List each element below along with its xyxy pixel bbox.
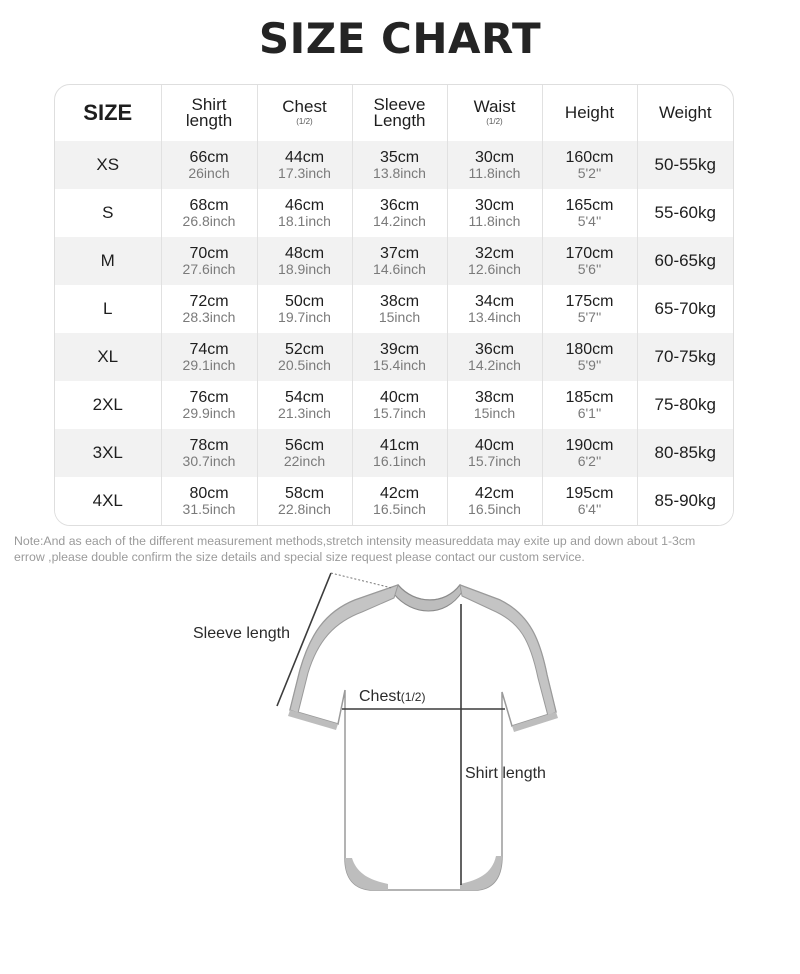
weight-value: 75-80kg: [654, 395, 716, 414]
height-value: 5'9'': [577, 357, 602, 373]
size-table: [54, 84, 734, 526]
chest-value: 18.1inch: [278, 213, 331, 229]
chest-value: 19.7inch: [278, 309, 331, 325]
sleeve-guide: [331, 573, 392, 588]
waist-value: 15.7inch: [468, 453, 521, 469]
chest-value: 20.5inch: [278, 357, 331, 373]
sleeve-length-value: 16.5inch: [373, 501, 426, 517]
waist-value: 30cm: [474, 197, 515, 214]
weight-value: 85-90kg: [654, 491, 716, 510]
shirt-length-value: 31.5inch: [182, 501, 236, 517]
height-value: 5'6'': [577, 261, 602, 277]
waist-value: 36cm: [474, 341, 515, 358]
waist-cell: [447, 333, 542, 381]
waist-value: 16.5inch: [468, 501, 521, 517]
table-row: [55, 285, 733, 333]
shirt-length-value: 70cm: [189, 245, 229, 262]
waist-cell: [447, 189, 542, 237]
table-row: [55, 141, 733, 189]
weight-cell: [637, 285, 733, 333]
size-cell: [55, 237, 161, 285]
chest-cell: [257, 381, 352, 429]
shirt-length-value: 74cm: [189, 341, 229, 358]
size-cell: [55, 141, 161, 189]
height-cell: [542, 381, 637, 429]
waist-value: 34cm: [474, 293, 515, 310]
table-row: [55, 333, 733, 381]
chest-cell: [257, 477, 352, 525]
shirt-length-cell: [161, 237, 257, 285]
size-value: 4XL: [92, 491, 123, 510]
shirt-length-value: 80cm: [189, 485, 229, 502]
waist-value: 12.6inch: [468, 261, 521, 277]
sleeve-length-value: 41cm: [379, 437, 420, 454]
height-value: 6'4'': [577, 501, 602, 517]
size-cell: [55, 381, 161, 429]
shirt-length-value: 26inch: [188, 165, 230, 181]
sleeve-length-value: 42cm: [379, 485, 420, 502]
note-line-1: Note:And as each of the different measurement methods,stretch intensity measureddata may exite up and down about 1-3cm: [14, 534, 696, 548]
chest-value: 44cm: [284, 149, 325, 166]
chest-cell: [257, 237, 352, 285]
sleeve-length-label: Sleeve length: [193, 625, 290, 642]
height-cell: [542, 237, 637, 285]
waist-cell: [447, 285, 542, 333]
waist-value: 38cm: [474, 389, 515, 406]
sleeve-length-value: 35cm: [379, 149, 420, 166]
chest-label-sub: (1/2): [400, 690, 426, 704]
shirt-length-value: 78cm: [189, 437, 229, 454]
size-value: M: [100, 251, 115, 270]
sleeve-length-value: 16.1inch: [373, 453, 426, 469]
weight-cell: [637, 141, 733, 189]
header-waist: Waist (1/2): [447, 85, 542, 141]
size-cell: [55, 189, 161, 237]
waist-cell: [447, 141, 542, 189]
shirt-length-value: 66cm: [189, 149, 229, 166]
weight-cell: [637, 477, 733, 525]
sleeve-length-value: 37cm: [379, 245, 420, 262]
header-chest: Chest (1/2): [257, 85, 352, 141]
waist-value: 30cm: [474, 149, 515, 166]
sleeve-length-value: 39cm: [379, 341, 420, 358]
shirt-length-label: Shirt length: [465, 765, 546, 782]
height-cell: [542, 333, 637, 381]
chest-cell: [257, 285, 352, 333]
shirt-length-value: 27.6inch: [182, 261, 236, 277]
header-size: SIZE: [55, 85, 161, 141]
chest-label: [359, 688, 425, 706]
shirt-length-value: 28.3inch: [182, 309, 236, 325]
shirt-length-cell: [161, 381, 257, 429]
header-sleeve-length: Sleeve Length: [352, 85, 447, 141]
sleeve-length-value: 14.2inch: [373, 213, 426, 229]
shirt-length-cell: [161, 429, 257, 477]
weight-value: 80-85kg: [654, 443, 716, 462]
chest-value: 22.8inch: [278, 501, 331, 517]
chest-cell: [257, 141, 352, 189]
waist-value: 40cm: [474, 437, 515, 454]
weight-cell: [637, 237, 733, 285]
chest-label-text: Chest: [359, 688, 401, 705]
shirt-length-value: 29.1inch: [182, 357, 236, 373]
height-value: 5'2'': [577, 165, 602, 181]
height-value: 5'7'': [577, 309, 602, 325]
table-row: [55, 237, 733, 285]
chest-value: 46cm: [284, 197, 325, 214]
shirt-length-value: 68cm: [189, 197, 229, 214]
size-value: L: [103, 299, 113, 318]
size-value: S: [102, 203, 114, 222]
table-row: [55, 381, 733, 429]
sleeve-length-value: 14.6inch: [373, 261, 426, 277]
waist-cell: [447, 429, 542, 477]
table-row: [55, 477, 733, 525]
height-cell: [542, 429, 637, 477]
height-cell: [542, 477, 637, 525]
waist-value: 11.8inch: [468, 213, 521, 229]
weight-value: 55-60kg: [654, 203, 716, 222]
waist-cell: [447, 237, 542, 285]
table-header-row: [55, 85, 733, 141]
waist-value: 32cm: [474, 245, 515, 262]
chest-cell: [257, 333, 352, 381]
shirt-length-cell: [161, 333, 257, 381]
height-value: 175cm: [565, 293, 614, 310]
table-row: [55, 429, 733, 477]
page-title: SIZE CHART: [258, 14, 542, 63]
weight-value: 65-70kg: [654, 299, 716, 318]
height-value: 6'1'': [577, 405, 602, 421]
sleeve-length-value: 15.7inch: [373, 405, 426, 421]
shirt-length-value: 72cm: [189, 293, 229, 310]
waist-value: 11.8inch: [468, 165, 521, 181]
shirt-length-cell: [161, 285, 257, 333]
height-value: 5'4'': [577, 213, 602, 229]
waist-value: 15inch: [473, 405, 516, 421]
size-value: 3XL: [92, 443, 123, 462]
height-value: 190cm: [565, 437, 614, 454]
waist-cell: [447, 477, 542, 525]
size-cell: [55, 477, 161, 525]
height-value: 185cm: [565, 389, 614, 406]
weight-cell: [637, 429, 733, 477]
shirt-length-cell: [161, 477, 257, 525]
header-weight: Weight: [658, 103, 712, 122]
size-cell: [55, 429, 161, 477]
weight-cell: [637, 189, 733, 237]
note-line-2: errow ,please double confirm the size details and special size request please contact our custom service.: [14, 550, 585, 564]
chest-value: 22inch: [283, 453, 326, 469]
sleeve-length-value: 13.8inch: [373, 165, 426, 181]
chest-value: 54cm: [284, 389, 325, 406]
shirt-length-value: 26.8inch: [182, 213, 236, 229]
sleeve-length-cell: [352, 381, 447, 429]
tshirt-diagram: [0, 560, 800, 974]
waist-cell: [447, 381, 542, 429]
chest-value: 58cm: [284, 485, 325, 502]
sleeve-length-cell: [352, 477, 447, 525]
shirt-length-value: 30.7inch: [182, 453, 236, 469]
chest-value: 17.3inch: [278, 165, 331, 181]
chest-value: 50cm: [284, 293, 325, 310]
weight-cell: [637, 333, 733, 381]
shirt-length-cell: [161, 189, 257, 237]
height-value: 195cm: [565, 485, 614, 502]
chest-value: 52cm: [284, 341, 325, 358]
size-value: 2XL: [92, 395, 123, 414]
header-shirt-length: Shirt length: [161, 85, 257, 141]
chest-cell: [257, 189, 352, 237]
height-value: 165cm: [565, 197, 614, 214]
header-height: Height: [542, 85, 637, 141]
sleeve-length-value: 38cm: [379, 293, 420, 310]
sleeve-length-cell: [352, 429, 447, 477]
waist-value: 13.4inch: [468, 309, 521, 325]
size-value: XS: [96, 155, 120, 174]
height-value: 160cm: [565, 149, 614, 166]
sleeve-length-cell: [352, 333, 447, 381]
waist-value: 14.2inch: [468, 357, 521, 373]
height-cell: [542, 189, 637, 237]
chest-value: 21.3inch: [278, 405, 331, 421]
table-row: [55, 189, 733, 237]
sleeve-length-value: 15inch: [378, 309, 421, 325]
sleeve-length-cell: [352, 285, 447, 333]
sleeve-length-cell: [352, 189, 447, 237]
height-value: 6'2'': [577, 453, 602, 469]
size-value: XL: [97, 347, 119, 366]
weight-value: 50-55kg: [654, 155, 716, 174]
chest-value: 48cm: [284, 245, 325, 262]
chest-cell: [257, 429, 352, 477]
size-cell: [55, 285, 161, 333]
size-cell: [55, 333, 161, 381]
weight-value: 70-75kg: [654, 347, 716, 366]
shirt-length-value: 29.9inch: [182, 405, 236, 421]
chest-value: 56cm: [284, 437, 325, 454]
sleeve-length-value: 36cm: [379, 197, 420, 214]
height-value: 180cm: [565, 341, 614, 358]
weight-value: 60-65kg: [654, 251, 716, 270]
shirt-length-cell: [161, 141, 257, 189]
sleeve-length-value: 15.4inch: [373, 357, 426, 373]
waist-value: 42cm: [474, 485, 515, 502]
sleeve-length-cell: [352, 237, 447, 285]
weight-cell: [637, 381, 733, 429]
sleeve-length-value: 40cm: [379, 389, 420, 406]
height-cell: [542, 141, 637, 189]
shirt-length-value: 76cm: [189, 389, 229, 406]
chest-value: 18.9inch: [278, 261, 331, 277]
height-value: 170cm: [565, 245, 614, 262]
sleeve-length-cell: [352, 141, 447, 189]
height-cell: [542, 285, 637, 333]
